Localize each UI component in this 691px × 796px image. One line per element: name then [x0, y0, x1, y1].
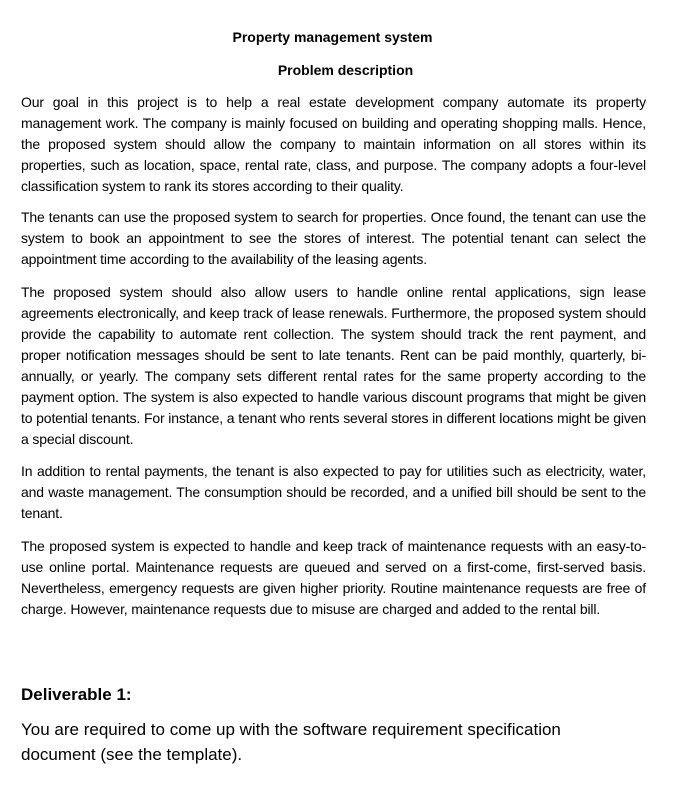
paragraph-rental-applications: The proposed system should also allow users to handle online rental applications, sign lease agreements electronically, and keep track of lease renewals. Furthermore, the proposed system should provide the capability to automate rent collection. The system should track the rent payment, and proper notification messages should be sent to late tenants. Rent can be paid monthly, quarterly, bi-annually, or yearly. The company sets different rental rates for the same property according to the payment option. The system is also expected to handle various discount programs that might be given to potential tenants. For instance, a tenant who rents several stores in different locations might be given a special discount.	[21, 284, 646, 447]
deliverable-text: You are required to come up with the software requirement specification document (see the template).	[21, 720, 561, 764]
paragraph-utilities: In addition to rental payments, the tenant is also expected to pay for utilities such as electricity, water, and waste management. The consumption should be recorded, and a unified bill should be sent to the tenant.	[21, 463, 646, 521]
document-subtitle: Problem description	[277, 62, 414, 78]
paragraph-maintenance: The proposed system is expected to handle and keep track of maintenance requests with an easy-to-use online portal. Maintenance requests are queued and served on a first-come, first-served basis. Nevertheless, emergency requests are given higher priority. Routine maintenance requests are free of charge. However, maintenance requests due to misuse are charged and added to the rental bill.	[21, 538, 646, 617]
document-title: Property management system	[232, 29, 433, 45]
deliverable-heading: Deliverable 1:	[21, 685, 132, 704]
paragraph-tenant-search: The tenants can use the proposed system to search for properties. Once found, the tenant can use the system to book an appointment to see the stores of interest. The potential tenant can select the appointment time according to the availability of the leasing agents.	[21, 209, 646, 267]
paragraph-project-goal: Our goal in this project is to help a real estate development company automate its property management work. The company is mainly focused on building and operating shopping malls. Hence, the proposed system should allow the company to maintain information on all stores within its properties, such as location, space, rental rate, class, and purpose. The company adopts a four-level classification system to rank its stores according to their quality.	[21, 94, 646, 194]
